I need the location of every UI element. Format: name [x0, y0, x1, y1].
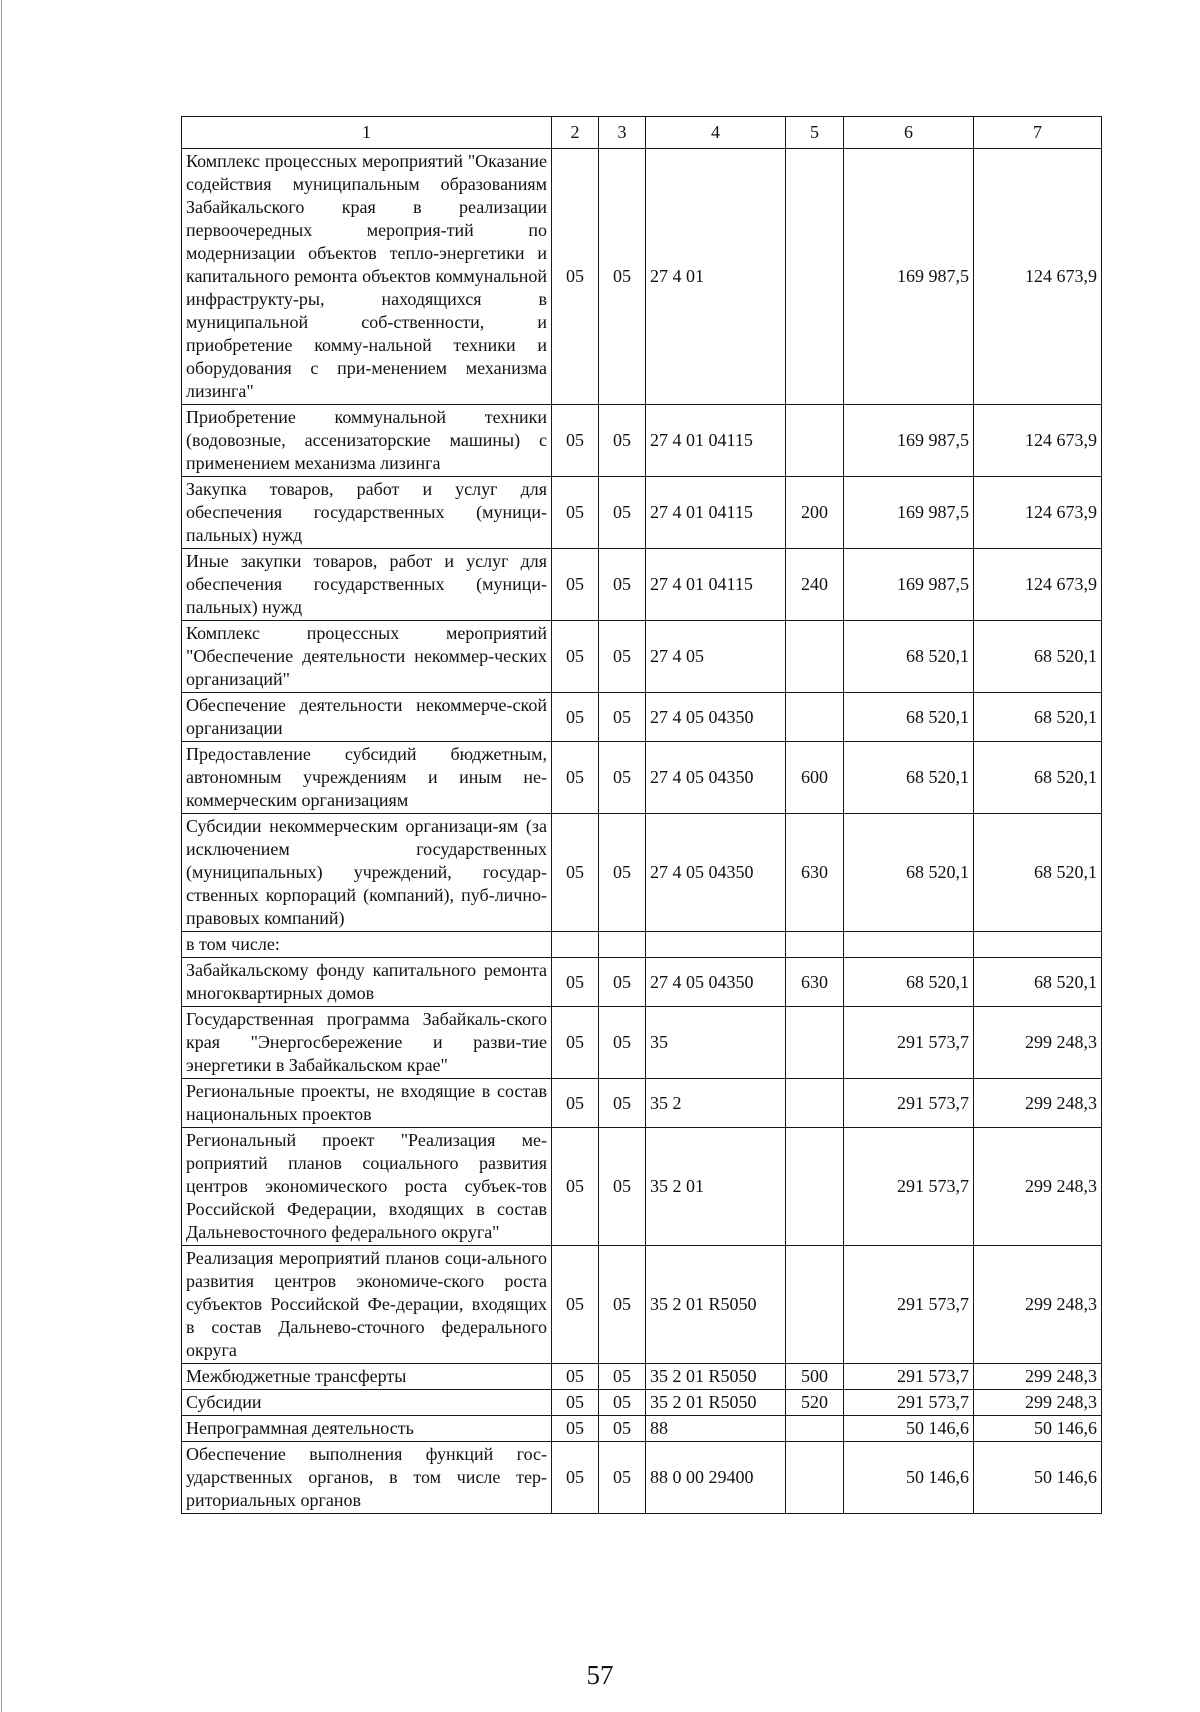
row-amount-year2: 68 520,1 [974, 621, 1102, 693]
column-header: 4 [646, 117, 786, 149]
row-amount-year1: 291 573,7 [844, 1128, 974, 1246]
row-section: 05 [552, 1442, 599, 1514]
table-row [182, 1390, 1102, 1416]
row-amount-year2: 68 520,1 [974, 742, 1102, 814]
row-subsection: 05 [599, 1442, 646, 1514]
row-amount-year2: 124 673,9 [974, 149, 1102, 405]
table-row [182, 477, 1102, 549]
row-expense-type [786, 932, 844, 958]
row-name: Реализация мероприятий планов соци-ального развития центров экономиче-ского роста субъектов Российской Фе-дерации, входящих в состав Дальнево-сточного федерального округа [182, 1246, 552, 1364]
row-section: 05 [552, 742, 599, 814]
row-expense-type: 600 [786, 742, 844, 814]
row-section: 05 [552, 149, 599, 405]
row-section: 05 [552, 1416, 599, 1442]
row-expense-type: 200 [786, 477, 844, 549]
row-subsection: 05 [599, 549, 646, 621]
row-amount-year2: 299 248,3 [974, 1246, 1102, 1364]
row-section: 05 [552, 1128, 599, 1246]
row-name: в том числе: [182, 932, 552, 958]
table-header-row [182, 117, 1102, 149]
table-row [182, 1128, 1102, 1246]
table-row [182, 932, 1102, 958]
row-subsection: 05 [599, 1246, 646, 1364]
row-target-article: 35 2 01 R5050 [646, 1390, 786, 1416]
row-name: Субсидии [182, 1390, 552, 1416]
row-subsection: 05 [599, 1079, 646, 1128]
row-subsection [599, 932, 646, 958]
row-section: 05 [552, 1364, 599, 1390]
row-subsection: 05 [599, 1364, 646, 1390]
row-target-article: 27 4 05 04350 [646, 814, 786, 932]
row-amount-year1: 68 520,1 [844, 621, 974, 693]
table-row [182, 742, 1102, 814]
row-expense-type: 630 [786, 958, 844, 1007]
row-name: Субсидии некоммерческим организаци-ям (за исключением государственных (муниципальных) учреждений, государ-ственных корпораций (компаний), пуб-лично-правовых компаний) [182, 814, 552, 932]
table-row [182, 1007, 1102, 1079]
row-subsection: 05 [599, 693, 646, 742]
row-subsection: 05 [599, 742, 646, 814]
table-row [182, 549, 1102, 621]
row-expense-type [786, 149, 844, 405]
row-section: 05 [552, 1390, 599, 1416]
row-section: 05 [552, 405, 599, 477]
table-row [182, 1416, 1102, 1442]
row-amount-year1: 291 573,7 [844, 1246, 974, 1364]
row-name: Приобретение коммунальной техники (водовозные, ассенизаторские машины) с применением механизма лизинга [182, 405, 552, 477]
row-target-article: 88 [646, 1416, 786, 1442]
row-name: Межбюджетные трансферты [182, 1364, 552, 1390]
row-amount-year2: 50 146,6 [974, 1442, 1102, 1514]
column-header: 1 [182, 117, 552, 149]
row-target-article: 27 4 05 04350 [646, 958, 786, 1007]
row-subsection: 05 [599, 1390, 646, 1416]
row-amount-year2: 124 673,9 [974, 405, 1102, 477]
row-target-article: 27 4 05 04350 [646, 693, 786, 742]
row-expense-type [786, 1128, 844, 1246]
row-amount-year1: 68 520,1 [844, 742, 974, 814]
table-row [182, 693, 1102, 742]
row-name: Забайкальскому фонду капитального ремонта многоквартирных домов [182, 958, 552, 1007]
row-target-article: 35 2 01 [646, 1128, 786, 1246]
row-name: Закупка товаров, работ и услуг для обеспечения государственных (муници-пальных) нужд [182, 477, 552, 549]
row-subsection: 05 [599, 405, 646, 477]
row-amount-year1: 169 987,5 [844, 149, 974, 405]
row-amount-year1: 68 520,1 [844, 958, 974, 1007]
row-amount-year1: 291 573,7 [844, 1390, 974, 1416]
row-amount-year2: 68 520,1 [974, 958, 1102, 1007]
column-header: 2 [552, 117, 599, 149]
row-section: 05 [552, 549, 599, 621]
row-amount-year2: 68 520,1 [974, 814, 1102, 932]
row-subsection: 05 [599, 814, 646, 932]
row-section: 05 [552, 814, 599, 932]
page-number: 57 [586, 1660, 614, 1690]
row-target-article: 88 0 00 29400 [646, 1442, 786, 1514]
table-row [182, 621, 1102, 693]
row-amount-year2: 124 673,9 [974, 477, 1102, 549]
row-subsection: 05 [599, 958, 646, 1007]
table-row [182, 405, 1102, 477]
row-target-article: 27 4 01 [646, 149, 786, 405]
row-amount-year2: 299 248,3 [974, 1079, 1102, 1128]
row-subsection: 05 [599, 1007, 646, 1079]
row-amount-year2: 124 673,9 [974, 549, 1102, 621]
row-amount-year2: 68 520,1 [974, 693, 1102, 742]
row-amount-year2: 299 248,3 [974, 1364, 1102, 1390]
row-amount-year1: 50 146,6 [844, 1442, 974, 1514]
row-target-article: 27 4 05 [646, 621, 786, 693]
row-target-article [646, 932, 786, 958]
row-amount-year2 [974, 932, 1102, 958]
row-section: 05 [552, 958, 599, 1007]
row-target-article: 27 4 01 04115 [646, 477, 786, 549]
row-target-article: 35 [646, 1007, 786, 1079]
row-target-article: 35 2 01 R5050 [646, 1364, 786, 1390]
budget-table [181, 116, 1102, 1514]
table-row [182, 814, 1102, 932]
row-subsection: 05 [599, 1416, 646, 1442]
row-name: Комплекс процессных мероприятий "Оказание содействия муниципальным образованиям Забайкальского края в реализации первоочередных мероприя-тий по модернизации объектов тепло-энергетики и капитального ремонта объектов коммунальной инфраструкту-ры, находящихся в муниципальной соб-ственности, и приобретение комму-нальной техники и оборудования с при-менением механизма лизинга" [182, 149, 552, 405]
row-section: 05 [552, 1079, 599, 1128]
row-name: Обеспечение выполнения функций гос-ударственных органов, в том числе тер-риториальных органов [182, 1442, 552, 1514]
row-name: Комплекс процессных мероприятий "Обеспечение деятельности некоммер-ческих организаций" [182, 621, 552, 693]
row-name: Государственная программа Забайкаль-ского края "Энергосбережение и разви-тие энергетики в Забайкальском крае" [182, 1007, 552, 1079]
row-expense-type [786, 1416, 844, 1442]
column-header: 5 [786, 117, 844, 149]
row-amount-year1: 291 573,7 [844, 1007, 974, 1079]
row-section: 05 [552, 621, 599, 693]
row-amount-year2: 50 146,6 [974, 1416, 1102, 1442]
row-section [552, 932, 599, 958]
row-subsection: 05 [599, 621, 646, 693]
row-expense-type [786, 1246, 844, 1364]
row-subsection: 05 [599, 477, 646, 549]
row-expense-type [786, 405, 844, 477]
row-amount-year1: 169 987,5 [844, 477, 974, 549]
row-amount-year2: 299 248,3 [974, 1390, 1102, 1416]
row-amount-year1 [844, 932, 974, 958]
row-amount-year2: 299 248,3 [974, 1007, 1102, 1079]
column-header: 3 [599, 117, 646, 149]
column-header: 6 [844, 117, 974, 149]
row-subsection: 05 [599, 149, 646, 405]
row-section: 05 [552, 1246, 599, 1364]
row-target-article: 27 4 01 04115 [646, 549, 786, 621]
row-section: 05 [552, 693, 599, 742]
table-row [182, 1442, 1102, 1514]
row-expense-type [786, 621, 844, 693]
row-target-article: 27 4 01 04115 [646, 405, 786, 477]
row-section: 05 [552, 1007, 599, 1079]
column-header: 7 [974, 117, 1102, 149]
scan-edge-line [1, 0, 2, 1712]
row-amount-year1: 169 987,5 [844, 549, 974, 621]
table-row [182, 958, 1102, 1007]
row-amount-year1: 68 520,1 [844, 693, 974, 742]
row-amount-year2: 299 248,3 [974, 1128, 1102, 1246]
row-amount-year1: 169 987,5 [844, 405, 974, 477]
table-row [182, 1079, 1102, 1128]
row-expense-type [786, 693, 844, 742]
row-name: Предоставление субсидий бюджетным, автономным учреждениям и иным не-коммерческим организациям [182, 742, 552, 814]
row-name: Региональные проекты, не входящие в состав национальных проектов [182, 1079, 552, 1128]
row-subsection: 05 [599, 1128, 646, 1246]
row-name: Непрограммная деятельность [182, 1416, 552, 1442]
row-target-article: 27 4 05 04350 [646, 742, 786, 814]
row-expense-type [786, 1079, 844, 1128]
table-row [182, 1246, 1102, 1364]
row-expense-type [786, 1007, 844, 1079]
row-name: Региональный проект "Реализация ме-роприятий планов социального развития центров экономического роста субъек-тов Российской Федерации, входящих в состав Дальневосточного федерального округа" [182, 1128, 552, 1246]
row-expense-type [786, 1442, 844, 1514]
row-target-article: 35 2 01 R5050 [646, 1246, 786, 1364]
row-expense-type: 240 [786, 549, 844, 621]
table-row [182, 1364, 1102, 1390]
row-expense-type: 500 [786, 1364, 844, 1390]
row-target-article: 35 2 [646, 1079, 786, 1128]
row-amount-year1: 68 520,1 [844, 814, 974, 932]
row-expense-type: 630 [786, 814, 844, 932]
row-amount-year1: 291 573,7 [844, 1079, 974, 1128]
row-expense-type: 520 [786, 1390, 844, 1416]
row-name: Иные закупки товаров, работ и услуг для обеспечения государственных (муници-пальных) нужд [182, 549, 552, 621]
row-section: 05 [552, 477, 599, 549]
table-row [182, 149, 1102, 405]
row-amount-year1: 291 573,7 [844, 1364, 974, 1390]
row-amount-year1: 50 146,6 [844, 1416, 974, 1442]
row-name: Обеспечение деятельности некоммерче-ской организации [182, 693, 552, 742]
